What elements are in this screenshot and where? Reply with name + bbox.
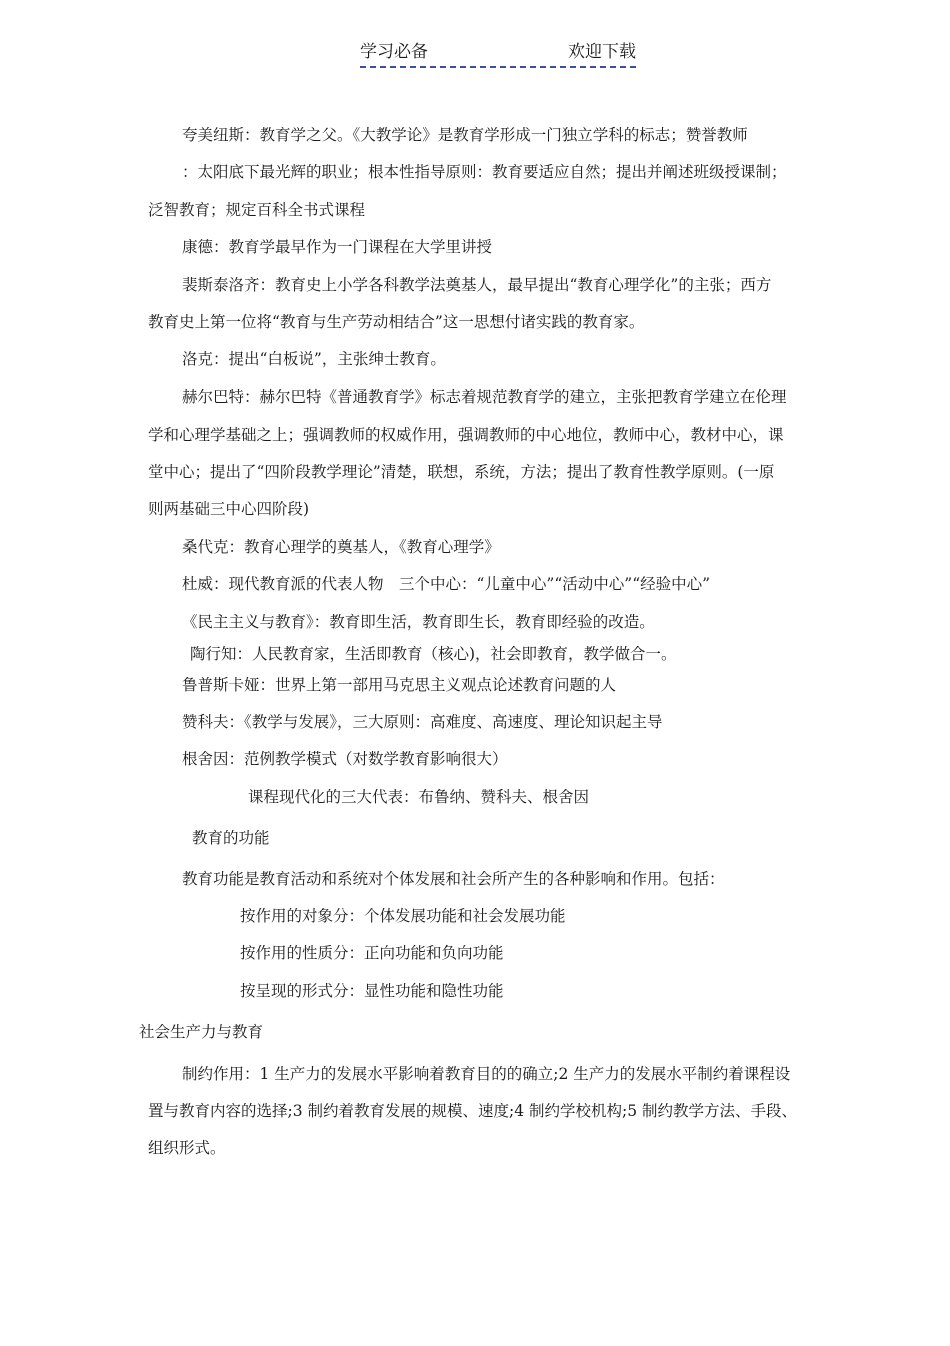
page-header [360,38,636,68]
text-line: 教育史上第一位将“教育与生产劳动相结合”这一思想付诸实践的教育家。 [148,313,645,331]
text-line: 赫尔巴特：赫尔巴特《普通教育学》标志着规范教育学的建立，主张把教育学建立在伦理 [182,388,787,406]
text-line: 课程现代化的三大代表：布鲁纳、赞科夫、根舍因 [248,788,590,806]
text-line: 赞科夫：《教学与发展》，三大原则：高难度、高速度、理论知识起主导 [182,713,663,731]
text-line: 根舍因：范例教学模式（对数学教育影响很大） [182,750,508,768]
text-line: 制约作用：1 生产力的发展水平影响着教育目的的确立;2 生产力的发展水平制约着课程设 [182,1065,791,1083]
text-line: 教育功能是教育活动和系统对个体发展和社会所产生的各种影响和作用。包括： [182,870,725,888]
section-heading: 教育的功能 [192,829,270,847]
text-line: 桑代克：教育心理学的奠基人，《教育心理学》 [182,538,500,556]
text-line: 杜威：现代教育派的代表人物 三个中心：“儿童中心”“活动中心”“经验中心” [182,575,711,593]
text-line: 学和心理学基础之上；强调教师的权威作用，强调教师的中心地位，教师中心，教材中心，课 [148,426,784,444]
text-line: 《民主主义与教育》：教育即生活，教育即生长，教育即经验的改造。 [182,613,655,631]
text-line: 则两基础三中心四阶段) [148,500,310,518]
header-right-text: 欢迎下载 [568,42,636,62]
text-line: 堂中心；提出了“四阶段教学理论”清楚，联想，系统，方法；提出了教育性教学原则。(一原 [148,463,775,481]
text-line: 夸美纽斯：教育学之父。《大教学论》是教育学形成一门独立学科的标志；赞誉教师 [182,126,748,144]
text-line: 康德：教育学最早作为一门课程在大学里讲授 [182,238,493,256]
list-item: 按呈现的形式分：显性功能和隐性功能 [240,982,504,1000]
text-line: 裴斯泰洛齐：教育史上小学各科教学法奠基人，最早提出“教育心理学化”的主张；西方 [182,276,772,294]
text-line: 泛智教育；规定百科全书式课程 [148,201,366,219]
header-left-text: 学习必备 [360,42,428,62]
list-item: 按作用的性质分：正向功能和负向功能 [240,944,504,962]
text-line: 陶行知：人民教育家，生活即教育（核心)，社会即教育，教学做合一。 [190,645,677,663]
section-heading: 社会生产力与教育 [139,1023,264,1041]
text-line: ：太阳底下最光辉的职业；根本性指导原则：教育要适应自然；提出并阐述班级授课制； [182,163,787,181]
list-item: 按作用的对象分：个体发展功能和社会发展功能 [240,907,566,925]
text-line: 洛克：提出“白板说”，主张绅士教育。 [182,350,446,368]
text-line: 置与教育内容的选择;3 制约着教育发展的规模、速度;4 制约学校机构;5 制约教学方法、手段、 [148,1102,798,1120]
text-line: 组织形式。 [148,1139,226,1157]
text-line: 鲁普斯卡娅：世界上第一部用马克思主义观点论述教育问题的人 [182,676,617,694]
